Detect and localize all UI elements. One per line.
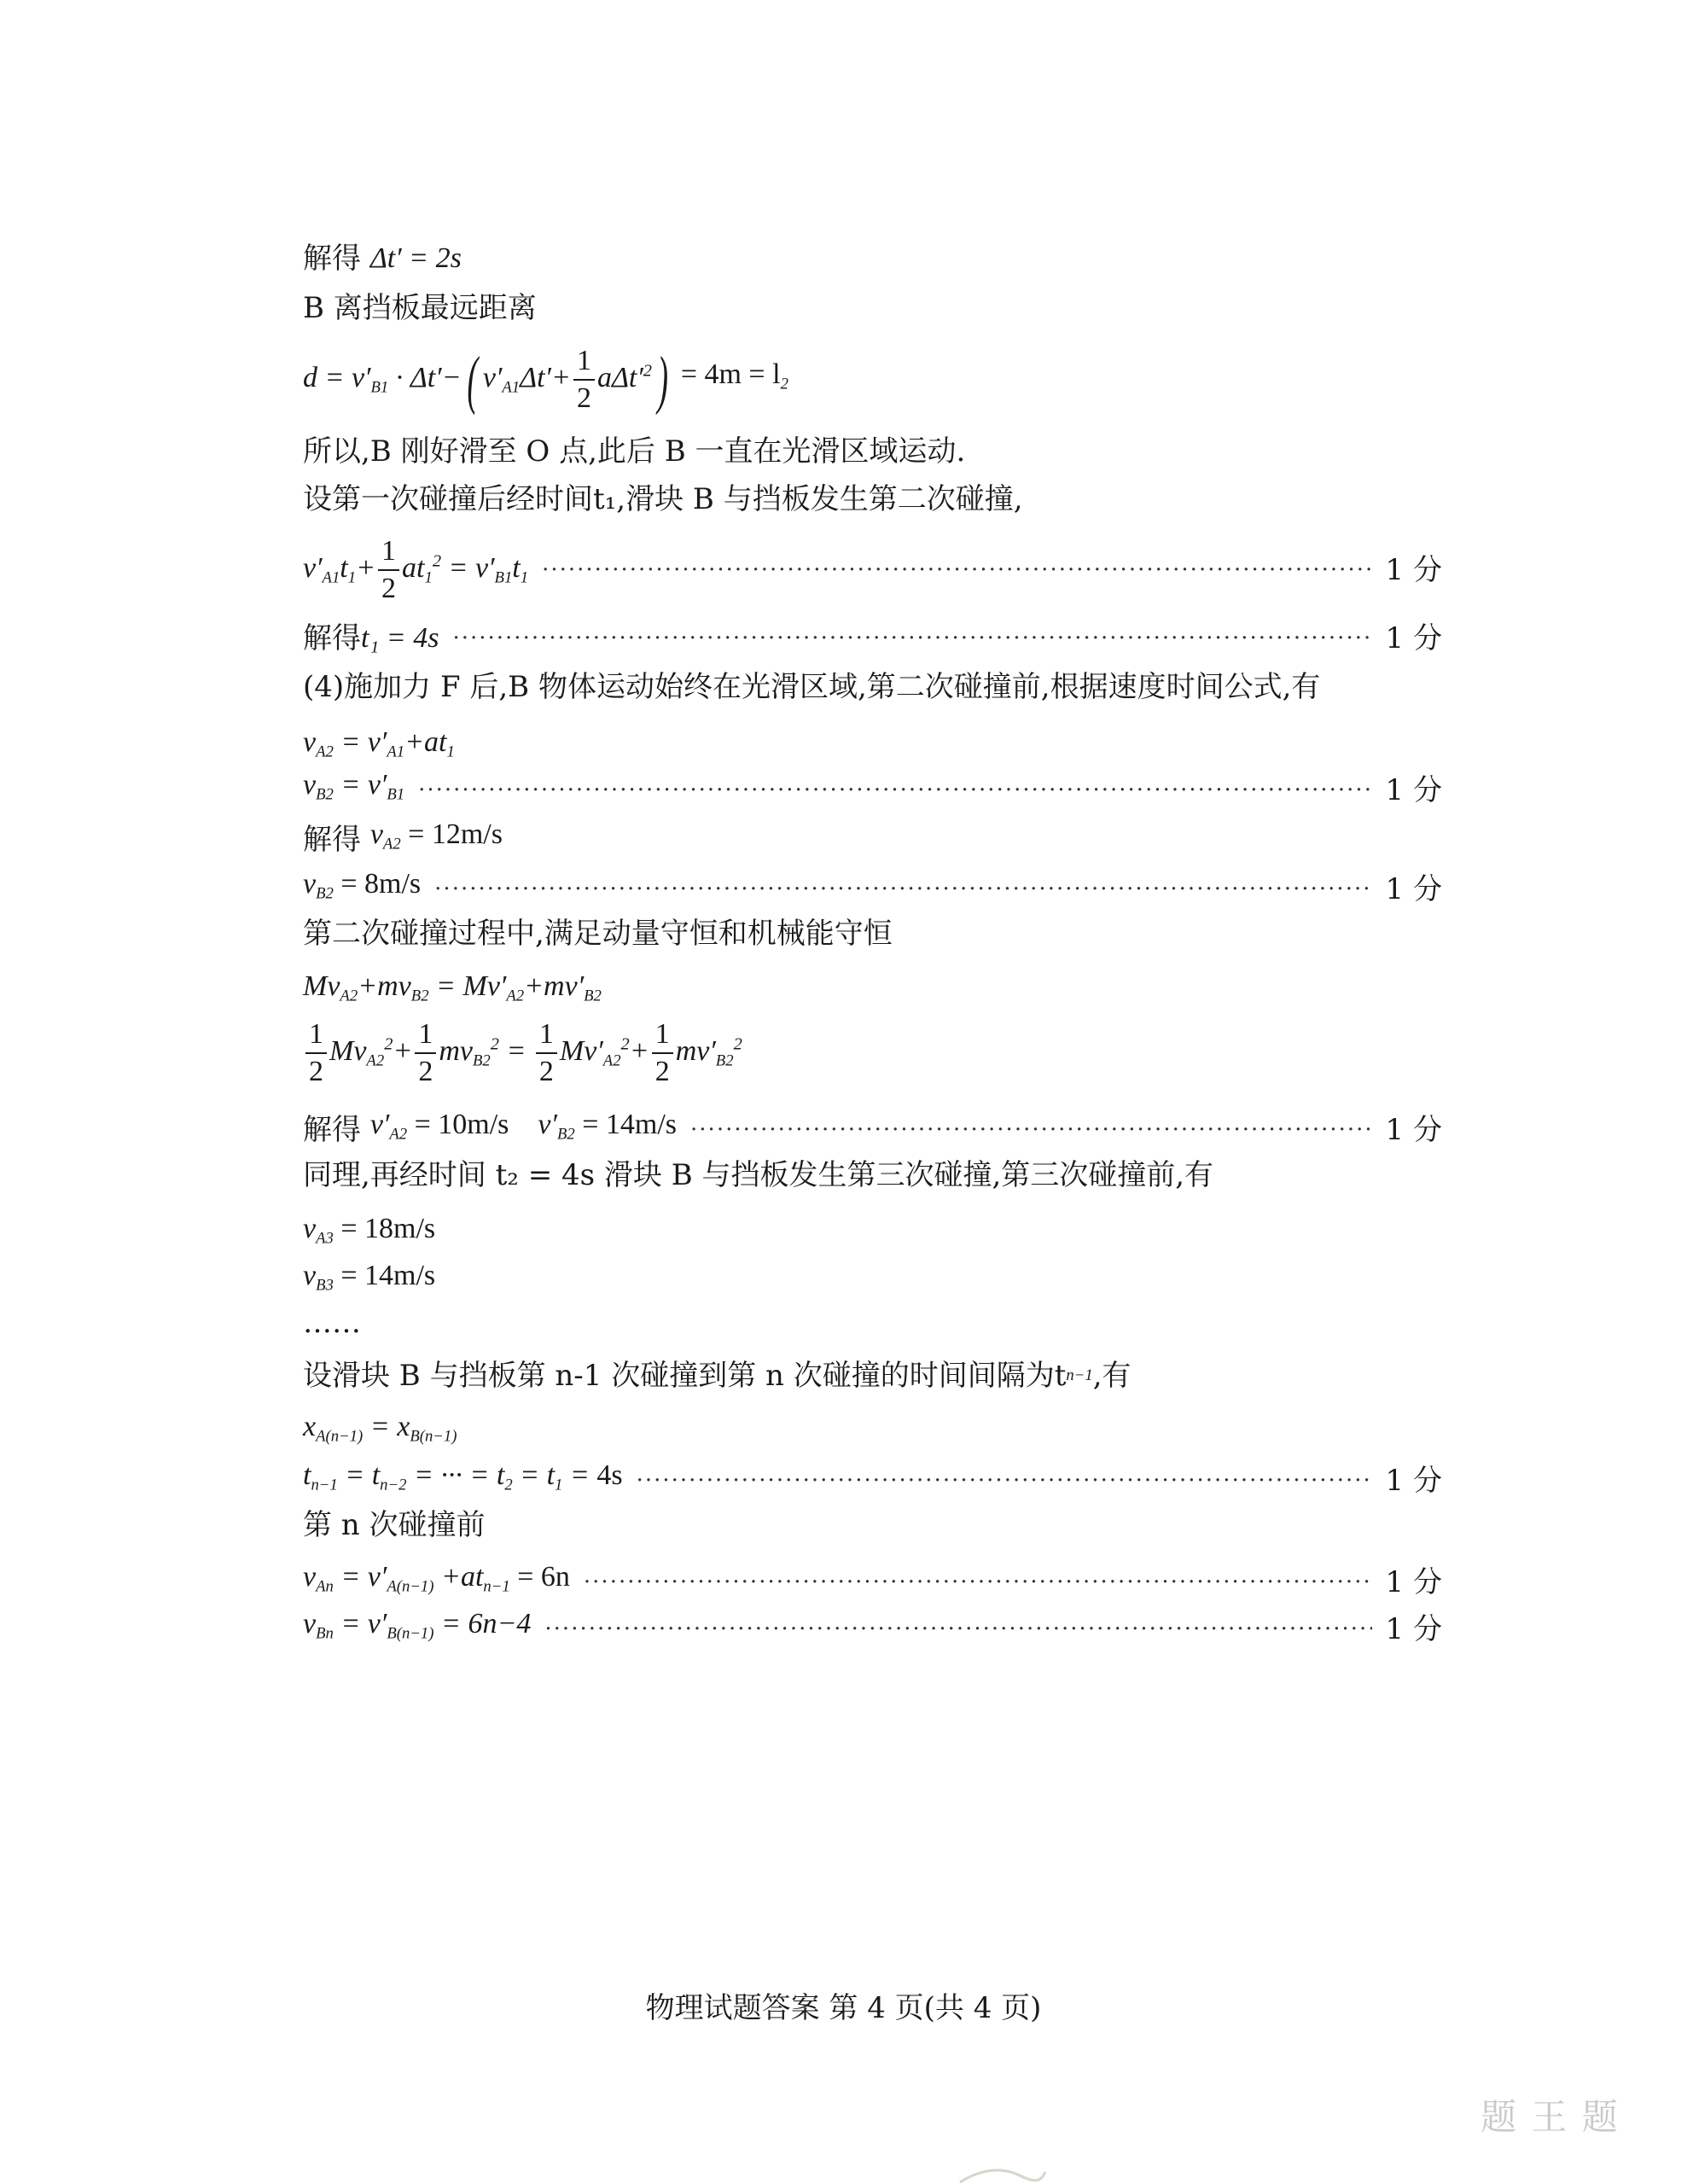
equation: $d = v'_{B1} \cdot \Delta t'-$( $v'_{A1}\Delta t'+$ $\frac{1}{2}$ $a\Delta t'^2$) bbox=[303, 344, 668, 416]
text: ,有 bbox=[1092, 1359, 1131, 1393]
text: 同理,再经时间 t₂ = 4s 滑块 B 与挡板发生第三次碰撞,第三次碰撞前,有 bbox=[303, 1158, 1214, 1192]
text: 解得 bbox=[303, 621, 361, 655]
equation: $v'_{A1}t_1+$ $\frac{1}{2}$ $at_1^2 = v'_{B1}t_1$ bbox=[303, 535, 529, 604]
score-mark: 1 分 bbox=[1385, 1463, 1442, 1498]
dot-leader bbox=[434, 871, 1371, 908]
solution-line: 设滑块 B 与挡板第 n-1 次碰撞到第 n 次碰撞的时间间隔为t n−1 ,有 bbox=[303, 1359, 1131, 1393]
score-mark: 1 分 bbox=[1385, 1564, 1442, 1599]
text: (4)施加力 F 后,B 物体运动始终在光滑区域,第二次碰撞前,根据速度时间公式,有 bbox=[303, 670, 1321, 704]
equation: $v_{Bn} = v'_{B(n-1)} = 6n-4$ bbox=[303, 1608, 532, 1643]
scored-line bbox=[303, 1558, 1442, 1606]
equation: $v_{A2} = v'_{A1}+at_1$ bbox=[303, 726, 455, 761]
scored-line bbox=[303, 620, 1442, 657]
dot-leader bbox=[637, 1462, 1372, 1500]
text: 解得 bbox=[303, 242, 361, 276]
equation: $v_{B2} = v'_{B1}$ bbox=[303, 769, 405, 804]
equation: t₁ = 4s bbox=[361, 622, 439, 654]
solution-line bbox=[303, 289, 1442, 327]
equation: $v_{A3} = 18m/s$ bbox=[303, 1213, 436, 1248]
solution-line bbox=[303, 1506, 1442, 1544]
equation-line bbox=[303, 724, 1442, 772]
dot-leader bbox=[542, 551, 1371, 589]
solution-line bbox=[303, 433, 1442, 470]
score-mark: 1 分 bbox=[1385, 772, 1442, 807]
solution-line bbox=[303, 1156, 1442, 1194]
equation: $v_{B3} = 14m/s$ bbox=[303, 1260, 436, 1295]
text: 设第一次碰撞后经时间t₁,滑块 B 与挡板发生第二次碰撞, bbox=[303, 482, 1023, 516]
score-mark: 1 分 bbox=[1385, 621, 1442, 655]
equation-line bbox=[303, 1408, 1442, 1456]
scored-line bbox=[303, 535, 1442, 604]
dot-leader bbox=[452, 620, 1371, 657]
equation: $v'_{A2} = 10m/s$ $v'_{B2} = 14m/s$ bbox=[369, 1109, 678, 1144]
score-mark: 1 分 bbox=[1385, 553, 1442, 587]
solution-line bbox=[303, 480, 1442, 518]
dot-leader bbox=[544, 1610, 1371, 1648]
equation: $Mv_{A2}+mv_{B2} = Mv'_{A2}+mv'_{B2}$ bbox=[303, 970, 602, 1005]
equation: = $4m = l_2$ bbox=[680, 358, 788, 393]
text: 解得 bbox=[303, 822, 361, 857]
scored-line bbox=[303, 1605, 1442, 1653]
score-mark: 1 分 bbox=[1385, 1112, 1442, 1147]
text: 第二次碰撞过程中,满足动量守恒和机械能守恒 bbox=[303, 917, 893, 951]
equation: $x_{A(n-1)} = x_{B(n-1)}$ bbox=[303, 1411, 457, 1446]
text: 设滑块 B 与挡板第 n-1 次碰撞到第 n 次碰撞的时间间隔为t bbox=[303, 1359, 1067, 1393]
equation-line bbox=[303, 1210, 1442, 1258]
page-footer: 物理试题答案 第 4 页(共 4 页) bbox=[645, 1991, 1042, 2025]
watermark-logo: 题 王 题 bbox=[1480, 2096, 1620, 2138]
text: 所以,B 刚好滑至 O 点,此后 B 一直在光滑区域运动. bbox=[303, 434, 966, 469]
equation-line bbox=[303, 968, 1442, 1016]
equation: $v_{An} = v'_{A(n-1)} +at_{n-1} = 6n$ bbox=[303, 1561, 570, 1596]
dot-leader bbox=[690, 1111, 1372, 1149]
score-mark: 1 分 bbox=[1385, 871, 1442, 906]
equation: $v_{A2} = 12m/s$ bbox=[369, 818, 503, 853]
equation-line bbox=[303, 1257, 1442, 1305]
scored-line bbox=[303, 1457, 1442, 1505]
dot-leader bbox=[418, 772, 1371, 809]
text: …… bbox=[303, 1306, 361, 1340]
scored-line bbox=[303, 865, 1442, 913]
decorative-ink-mark bbox=[956, 2164, 1050, 2184]
equation-line bbox=[303, 344, 1442, 416]
solution-line bbox=[303, 668, 1442, 706]
solution-line bbox=[303, 240, 1442, 277]
text: 第 n 次碰撞前 bbox=[303, 1508, 486, 1542]
solution-line bbox=[303, 915, 1442, 952]
solution-line bbox=[303, 1304, 1442, 1342]
scored-line bbox=[303, 1106, 1442, 1154]
dot-leader bbox=[584, 1564, 1372, 1601]
equation: $\frac{1}{2}$ $Mv_{A2}^2+$ $\frac{1}{2}$ $mv_{B2}^2$ = $\frac{1}{2}$ $Mv'_{A2}^2+$ $\frac{1}{2}$ $mv'_{B2}^2$ bbox=[303, 1020, 742, 1086]
score-mark: 1 分 bbox=[1385, 1611, 1442, 1646]
equation: $v_{B2} = 8m/s$ bbox=[303, 868, 422, 903]
text: 解得 bbox=[303, 1112, 361, 1147]
equation: $t_{n-1} = t_{n-2}$ = ··· = $t_2 = t_1 = 4s$ bbox=[303, 1459, 623, 1494]
scored-line bbox=[303, 766, 1442, 814]
equation-line bbox=[303, 1018, 1442, 1087]
equation: Δt′ = 2s bbox=[369, 242, 462, 274]
solution-line bbox=[303, 816, 1442, 864]
text: B 离挡板最远距离 bbox=[303, 291, 537, 325]
